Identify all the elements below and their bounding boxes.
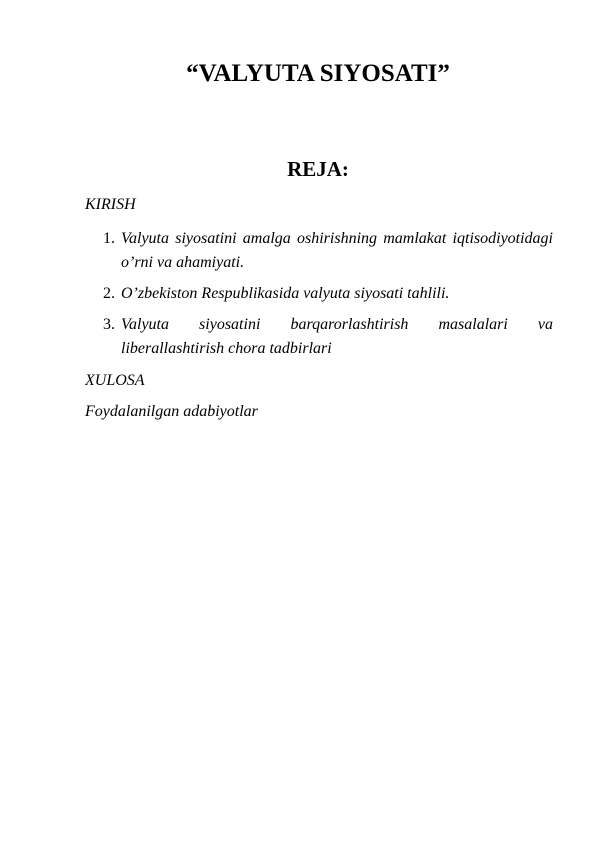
plan-item-text: O’zbekiston Respublikasida valyuta siyosati tahlili.	[121, 285, 450, 302]
plan-item-2	[103, 282, 553, 306]
plan-item-1	[103, 227, 553, 275]
plan-item-number: 3.	[103, 316, 115, 333]
document-title: “VALYUTA SIYOSATI”	[186, 60, 450, 87]
plan-heading: REJA:	[287, 157, 349, 181]
plan-item-number: 1.	[103, 230, 115, 247]
conclusion-label: XULOSA	[85, 372, 145, 389]
plan-item-text: Valyuta siyosatini barqarorlashtirish masalalari va liberallashtirish chora tadbirlari	[121, 316, 553, 357]
plan-item-3	[103, 313, 553, 361]
intro-label: KIRISH	[85, 196, 136, 213]
plan-item-number: 2.	[103, 285, 115, 302]
references-label: Foydalanilgan adabiyotlar	[85, 403, 258, 420]
plan-item-text: Valyuta siyosatini amalga oshirishning mamlakat iqtisodiyotidagi o’rni va ahamiyati.	[121, 230, 553, 271]
